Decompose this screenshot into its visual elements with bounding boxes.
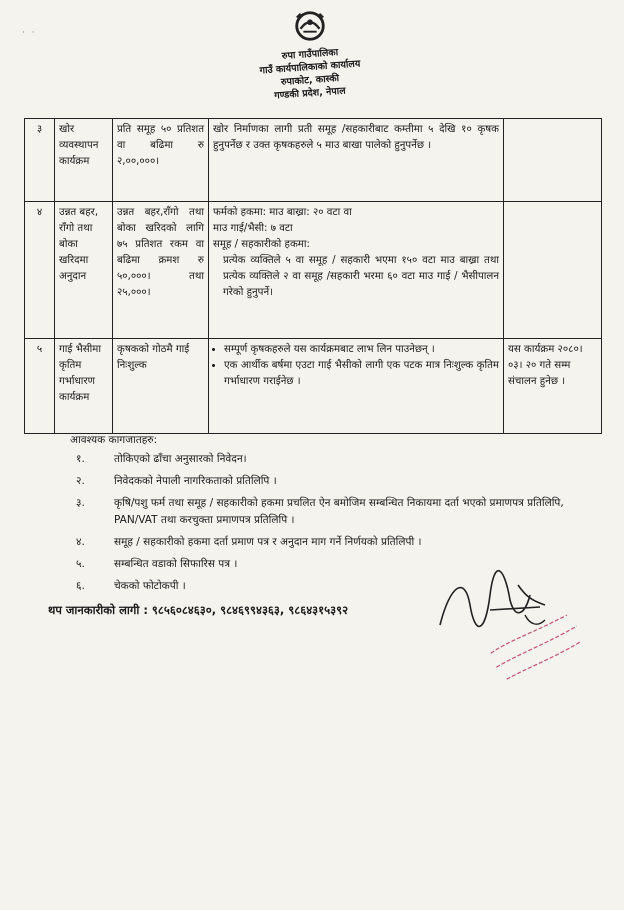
subsidy-amount: प्रति समूह ५० प्रतिशत वा बढिमा रु २,००,०००।	[113, 119, 209, 202]
table-row	[25, 202, 602, 339]
subsidy-amount: उन्नत बहर,राँगो तथा बोका खरिदको लागि ७५ प्रतिशत रकम वा बढिमा क्रमश रु ५०,०००। तथा २५,०००।	[113, 202, 209, 339]
eligibility-criteria	[209, 202, 504, 339]
program-table	[24, 118, 602, 434]
subsidy-amount: कृषकको गोठमै गाई निःशुल्क	[113, 339, 209, 434]
remarks	[504, 119, 602, 202]
item-number: ४.	[76, 536, 85, 548]
serial-number: ४	[25, 202, 55, 339]
criteria-line: माउ गाई/भैसी: ७ वटा	[213, 223, 293, 234]
remarks: यस कार्यक्रम २०८०।०३। २० गते सम्म संचालन हुनेछ ।	[504, 339, 602, 434]
criteria-bullet-list	[213, 342, 499, 390]
item-text: समूह / सहकारीको हकमा दर्ता प्रमाण पत्र र अनुदान माग गर्ने निर्णयको प्रतिलिपी ।	[114, 536, 422, 548]
item-number: ३.	[76, 497, 85, 509]
remarks	[504, 202, 602, 339]
item-number: २.	[76, 475, 85, 487]
criteria-line: फर्मको हकमा: माउ बाख्रा: २० वटा वा	[213, 207, 352, 218]
item-number: ५.	[76, 558, 85, 570]
table-row	[25, 119, 602, 202]
program-name: खोर व्यवस्थापन कार्यक्रम	[55, 119, 113, 202]
program-name: उन्नत बहर, राँगो तथा बोका खरिदमा अनुदान	[55, 202, 113, 339]
item-text: तोकिएको ढाँचा अनुसारको निवेदन।	[114, 453, 247, 465]
letterhead	[235, 8, 385, 100]
documents-heading: आवश्यक कागजातहरु:	[70, 434, 158, 446]
office-name: गाउँ कार्यपालिकाको कार्यालय	[259, 58, 361, 77]
municipality-name: रुपा गाउँपालिका	[281, 47, 339, 62]
item-text: सम्बन्धित वडाको सिफारिस पत्र ।	[114, 558, 238, 570]
eligibility-criteria	[209, 339, 504, 434]
criteria-bullet: • सम्पूर्ण कृषकहरुले यस कार्यक्रमबाट लाभ लिन पाउनेछन् ।	[224, 342, 499, 358]
program-name: गाई भैसीमा कृतिम गर्भाधारण कार्यक्रम	[55, 339, 113, 434]
contact-info: थप जानकारीको लागी : ९८५६०८४६३०, ९८४६९९४३६३, ९८६४३१५३९२	[48, 603, 349, 617]
list-item	[70, 473, 570, 490]
serial-number: ५	[25, 339, 55, 434]
scan-marks: · ·	[22, 28, 37, 38]
province-country: गण्डकी प्रदेश, नेपाल	[274, 85, 346, 102]
list-item	[70, 495, 570, 529]
list-item	[70, 534, 570, 551]
criteria-line: समूह / सहकारीको हकमा:	[213, 239, 310, 250]
table-row	[25, 339, 602, 434]
criteria-bullet: • एक आर्थीक बर्षमा एउटा गाई भैसीको लागी एक पटक मात्र निःशुल्क कृतिम गर्भाधारण गराईनेछ ।	[224, 358, 499, 390]
eligibility-criteria: खोर निर्माणका लागी प्रती समूह /सहकारीबाट कम्तीमा ५ देखि १० कृषक हुनुपर्नेछ र उक्त कृषकहरुले ५ माउ बाखा पालेको हुनुपर्नेछ ।	[209, 119, 504, 202]
item-number: ६.	[76, 580, 85, 592]
criteria-line: प्रत्येक व्यक्तिले ५ वा समूह / सहकारी भएमा १५० वटा माउ बाख्रा तथा प्रत्येक व्यक्तिले २ वा समूह /सहकारी भरमा ६० वटा माउ गाई / भैसीपालन गरेको हुनुपर्ने।	[223, 255, 499, 298]
serial-number: ३	[25, 119, 55, 202]
item-text: चेकको फोटोकपी ।	[114, 580, 186, 592]
item-number: १.	[76, 453, 85, 465]
municipality-emblem-icon	[291, 8, 329, 44]
list-item	[70, 451, 570, 468]
item-text: कृषि/पशु फर्म तथा समूह / सहकारीको हकमा प्रचलित ऐन बमोजिम सम्बन्धित निकायमा दर्ता भएको प्रमाणपत्र प्रतिलिपि, PAN/VAT तथा करचुक्ता प्रमाणपत्र प्रतिलिपि ।	[114, 497, 564, 526]
office-location: रुपाकोट, कास्की	[280, 72, 340, 89]
item-text: निवेदकको नेपाली नागरिकताको प्रतिलिपि ।	[114, 475, 277, 487]
